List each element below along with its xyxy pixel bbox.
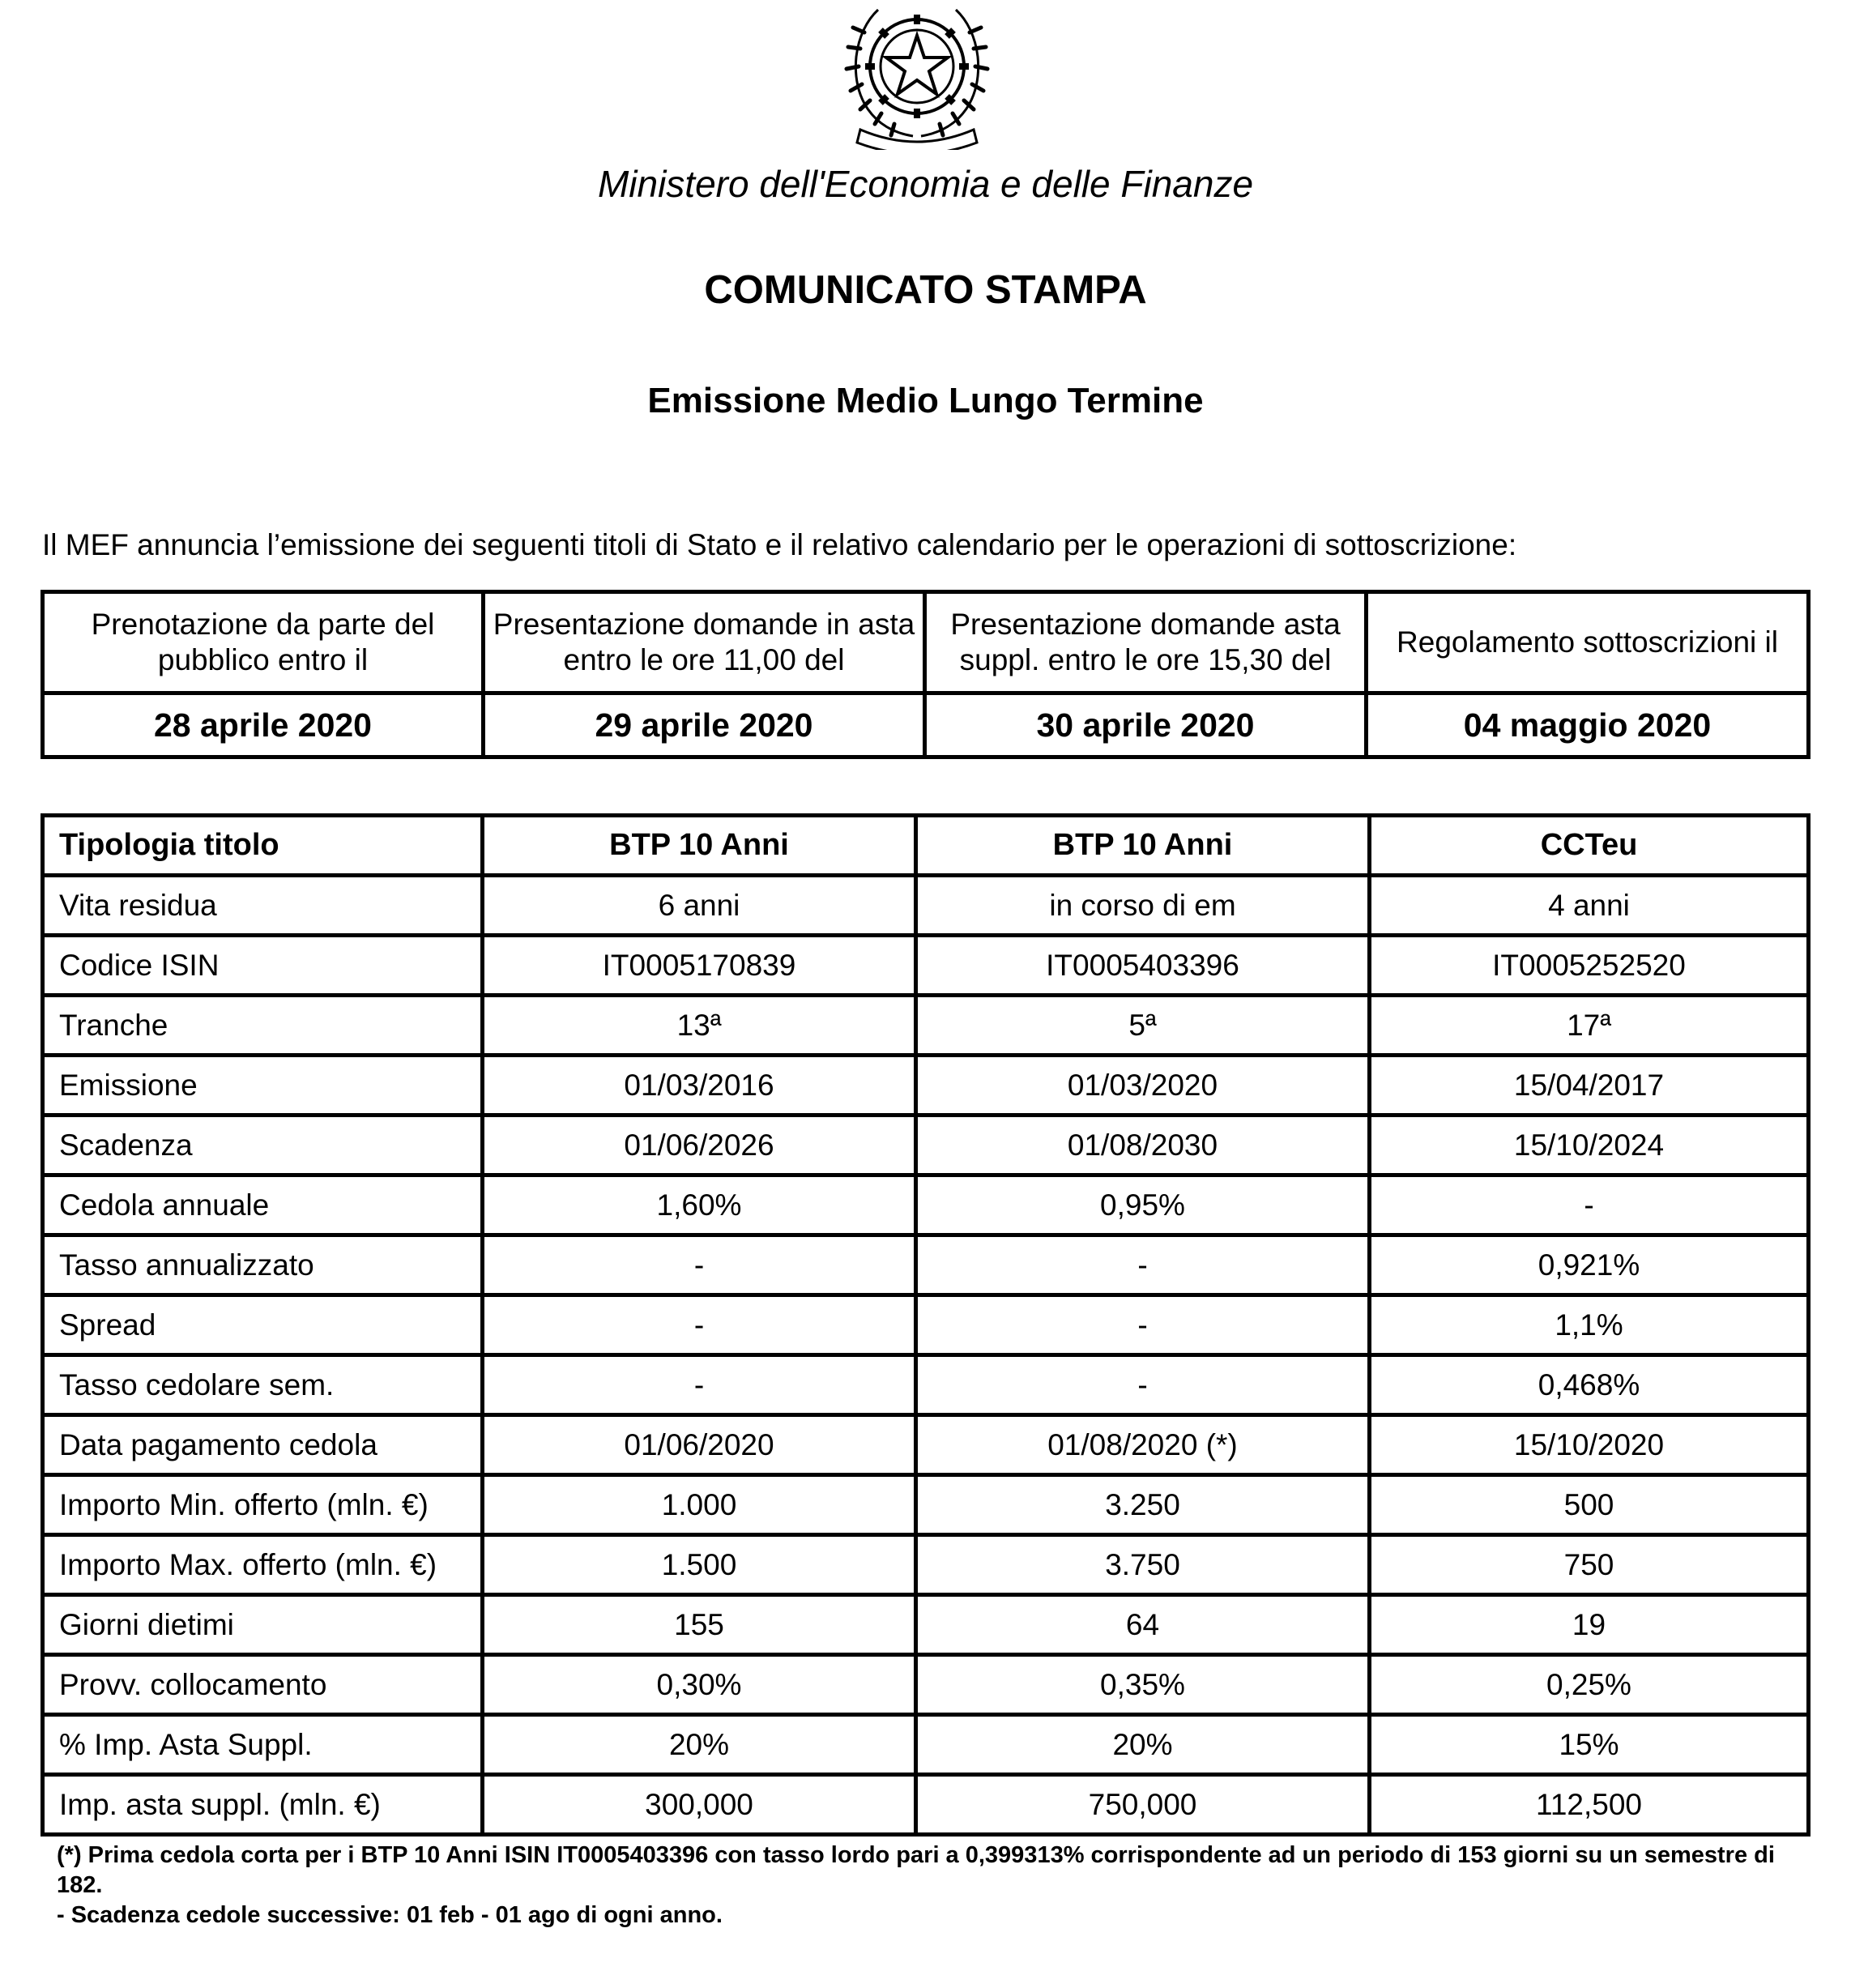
republic-emblem — [836, 0, 998, 150]
row-label-cell: Scadenza — [43, 1116, 483, 1175]
header-cell: BTP 10 Anni — [916, 816, 1370, 876]
calendar-dates-row — [43, 693, 1809, 757]
table-cell: 155 — [483, 1595, 916, 1655]
table-cell: 01/08/2020 (*) — [916, 1415, 1370, 1475]
table-cell: 15% — [1370, 1715, 1809, 1775]
table-cell: 4 anni — [1370, 876, 1809, 936]
table-cell: 19 — [1370, 1595, 1809, 1655]
table-cell: 300,000 — [483, 1775, 916, 1835]
table-row — [43, 1355, 1809, 1415]
table-cell: - — [916, 1355, 1370, 1415]
page-title: COMUNICATO STAMPA — [704, 268, 1147, 312]
table-cell: 01/06/2020 — [483, 1415, 916, 1475]
table-cell: IT0005252520 — [1370, 936, 1809, 996]
row-label-cell: Tasso cedolare sem. — [43, 1355, 483, 1415]
calendar-date-cell: 30 aprile 2020 — [925, 693, 1367, 757]
page-subtitle: Emissione Medio Lungo Termine — [647, 381, 1204, 420]
table-cell: 0,95% — [916, 1175, 1370, 1235]
table-row — [43, 1175, 1809, 1235]
row-label-cell: Spread — [43, 1295, 483, 1355]
table-row — [43, 1535, 1809, 1595]
table-cell: - — [916, 1295, 1370, 1355]
row-label-cell: Importo Max. offerto (mln. €) — [43, 1535, 483, 1595]
intro-text: Il MEF annuncia l’emissione dei seguenti titoli di Stato e il relativo calendario per le operazioni di sottoscrizione: — [42, 528, 1517, 561]
row-label-cell: Emissione — [43, 1056, 483, 1116]
row-label-cell: Vita residua — [43, 876, 483, 936]
calendar-table — [41, 590, 1810, 759]
table-cell: 17ª — [1370, 996, 1809, 1056]
table-row — [43, 936, 1809, 996]
table-cell: - — [916, 1235, 1370, 1295]
table-row — [43, 996, 1809, 1056]
footnotes — [57, 1841, 1798, 1930]
calendar-date-cell: 04 maggio 2020 — [1367, 693, 1809, 757]
table-row — [43, 1715, 1809, 1775]
table-cell: 3.750 — [916, 1535, 1370, 1595]
calendar-date-cell: 29 aprile 2020 — [484, 693, 925, 757]
table-cell: 20% — [483, 1715, 916, 1775]
footnote-first-coupon: (*) Prima cedola corta per i BTP 10 Anni ISIN IT0005403396 con tasso lordo pari a 0,399313% corrispondente ad un periodo di 153 giorni su un semestre di 182. — [57, 1842, 1775, 1898]
header-cell: CCTeu — [1370, 816, 1809, 876]
calendar-header-cell: Prenotazione da parte del pubblico entro il — [43, 592, 484, 693]
table-cell: 750 — [1370, 1535, 1809, 1595]
table-row — [43, 1475, 1809, 1535]
table-row — [43, 1775, 1809, 1835]
ministry-name: Ministero dell'Economia e delle Finanze — [597, 163, 1254, 205]
footnote-next-coupons: - Scadenza cedole successive: 01 feb - 01 ago di ogni anno. — [57, 1902, 723, 1928]
table-row — [43, 1295, 1809, 1355]
table-cell: 0,35% — [916, 1655, 1370, 1715]
table-cell: 01/03/2016 — [483, 1056, 916, 1116]
header-cell: BTP 10 Anni — [483, 816, 916, 876]
header-label-cell: Tipologia titolo — [43, 816, 483, 876]
row-label-cell: Data pagamento cedola — [43, 1415, 483, 1475]
calendar-header-cell: Presentazione domande in asta entro le ore 11,00 del — [484, 592, 925, 693]
calendar-header-cell: Presentazione domande asta suppl. entro le ore 15,30 del — [925, 592, 1367, 693]
table-cell: IT0005170839 — [483, 936, 916, 996]
table-cell: 1,60% — [483, 1175, 916, 1235]
row-label-cell: Imp. asta suppl. (mln. €) — [43, 1775, 483, 1835]
table-cell: 5ª — [916, 996, 1370, 1056]
table-cell: 500 — [1370, 1475, 1809, 1535]
table-cell: 15/04/2017 — [1370, 1056, 1809, 1116]
securities-table — [41, 813, 1810, 1837]
table-cell: 1,1% — [1370, 1295, 1809, 1355]
calendar-date-cell: 28 aprile 2020 — [43, 693, 484, 757]
table-row — [43, 1655, 1809, 1715]
calendar-header-row — [43, 592, 1809, 693]
table-row — [43, 1595, 1809, 1655]
table-cell: 01/08/2030 — [916, 1116, 1370, 1175]
table-cell: 20% — [916, 1715, 1370, 1775]
star-wheel-emblem-icon — [836, 0, 998, 150]
row-label-cell: Provv. collocamento — [43, 1655, 483, 1715]
table-row — [43, 1116, 1809, 1175]
table-cell: in corso di em — [916, 876, 1370, 936]
table-cell: - — [483, 1235, 916, 1295]
table-row — [43, 1056, 1809, 1116]
table-row — [43, 876, 1809, 936]
table-cell: 13ª — [483, 996, 916, 1056]
table-cell: 01/06/2026 — [483, 1116, 916, 1175]
row-label-cell: Cedola annuale — [43, 1175, 483, 1235]
table-cell: 6 anni — [483, 876, 916, 936]
table-cell: 1.000 — [483, 1475, 916, 1535]
calendar-header-cell: Regolamento sottoscrizioni il — [1367, 592, 1809, 693]
table-row — [43, 1235, 1809, 1295]
table-cell: 1.500 — [483, 1535, 916, 1595]
table-cell: 01/03/2020 — [916, 1056, 1370, 1116]
table-cell: 3.250 — [916, 1475, 1370, 1535]
table-cell: 0,25% — [1370, 1655, 1809, 1715]
row-label-cell: Importo Min. offerto (mln. €) — [43, 1475, 483, 1535]
row-label-cell: Giorni dietimi — [43, 1595, 483, 1655]
row-label-cell: Tasso annualizzato — [43, 1235, 483, 1295]
table-cell: 0,30% — [483, 1655, 916, 1715]
table-cell: 15/10/2024 — [1370, 1116, 1809, 1175]
table-cell: 0,468% — [1370, 1355, 1809, 1415]
table-row — [43, 1415, 1809, 1475]
table-cell: IT0005403396 — [916, 936, 1370, 996]
table-cell: - — [483, 1295, 916, 1355]
row-label-cell: % Imp. Asta Suppl. — [43, 1715, 483, 1775]
table-cell: 0,921% — [1370, 1235, 1809, 1295]
table-cell: 64 — [916, 1595, 1370, 1655]
row-label-cell: Codice ISIN — [43, 936, 483, 996]
table-header-row — [43, 816, 1809, 876]
table-cell: 112,500 — [1370, 1775, 1809, 1835]
table-cell: - — [483, 1355, 916, 1415]
securities-table-body — [43, 816, 1809, 1835]
table-cell: 15/10/2020 — [1370, 1415, 1809, 1475]
table-cell: - — [1370, 1175, 1809, 1235]
table-cell: 750,000 — [916, 1775, 1370, 1835]
row-label-cell: Tranche — [43, 996, 483, 1056]
